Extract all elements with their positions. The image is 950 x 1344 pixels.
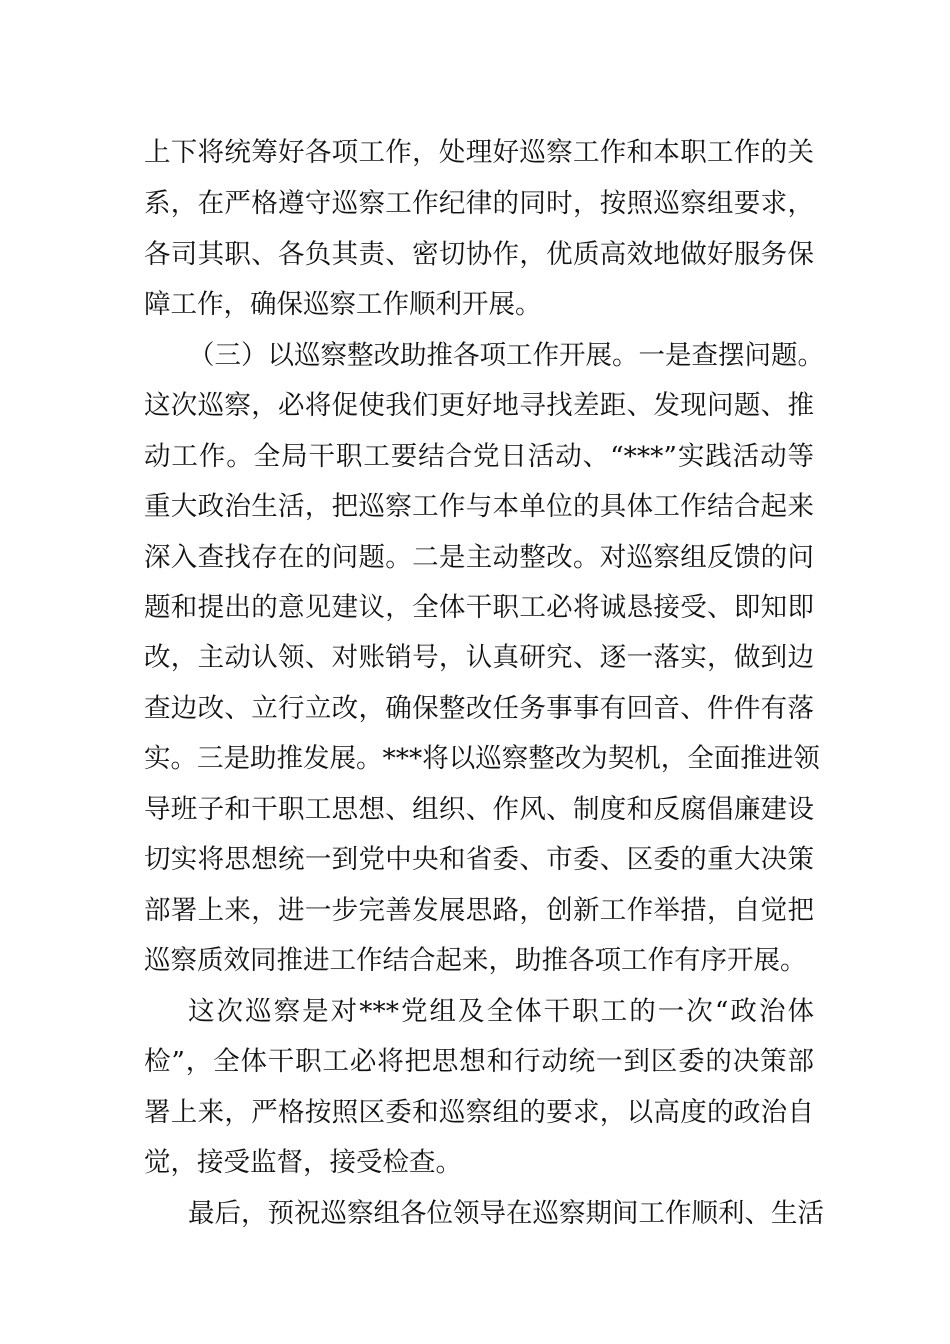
text-line: 巡察质效同推进工作结合起来，助推各项工作有序开展。	[144, 945, 807, 976]
text-line: 障工作，确保巡察工作顺利开展。	[144, 289, 542, 320]
paragraph-heading-line: （三）以巡察整改助推各项工作开展。一是查摆问题。	[188, 340, 824, 371]
text-line: 署上来，严格按照区委和巡察组的要求，以高度的政治自	[144, 1097, 814, 1128]
text-line: 实。三是助推发展。***将以巡察整改为契机，全面推进领	[144, 743, 820, 774]
text-line: 切实将思想统一到党中央和省委、市委、区委的重大决策	[144, 844, 814, 875]
text-line: 这次巡察，必将促使我们更好地寻找差距、发现问题、推	[144, 390, 814, 421]
text-line: 动工作。全局干职工要结合党日活动、“***”实践活动等	[144, 441, 814, 472]
text-line: 这次巡察是对***党组及全体干职工的一次“政治体	[188, 996, 814, 1027]
text-line: 部署上来，进一步完善发展思路，创新工作举措，自觉把	[144, 895, 814, 926]
text-line: 深入查找存在的问题。二是主动整改。对巡察组反馈的问	[144, 542, 814, 573]
text-line: 最后，预祝巡察组各位领导在巡察期间工作顺利、生活	[188, 1198, 824, 1229]
text-line: 各司其职、各负其责、密切协作，优质高效地做好服务保	[144, 239, 814, 270]
text-line: 系，在严格遵守巡察工作纪律的同时，按照巡察组要求，	[144, 188, 814, 219]
text-line: 重大政治生活，把巡察工作与本单位的具体工作结合起来	[144, 491, 814, 522]
text-line: 检”，全体干职工必将把思想和行动统一到区委的决策部	[144, 1046, 814, 1077]
text-line: 改，主动认领、对账销号，认真研究、逐一落实，做到边	[144, 642, 814, 673]
text-line: 觉，接受监督，接受检查。	[144, 1147, 462, 1178]
text-line: 题和提出的意见建议，全体干职工必将诚恳接受、即知即	[144, 592, 814, 623]
text-line: 查边改、立行立改，确保整改任务事事有回音、件件有落	[144, 693, 814, 724]
text-line: 上下将统筹好各项工作，处理好巡察工作和本职工作的关	[144, 137, 814, 168]
text-line: 导班子和干职工思想、组织、作风、制度和反腐倡廉建设	[144, 794, 814, 825]
